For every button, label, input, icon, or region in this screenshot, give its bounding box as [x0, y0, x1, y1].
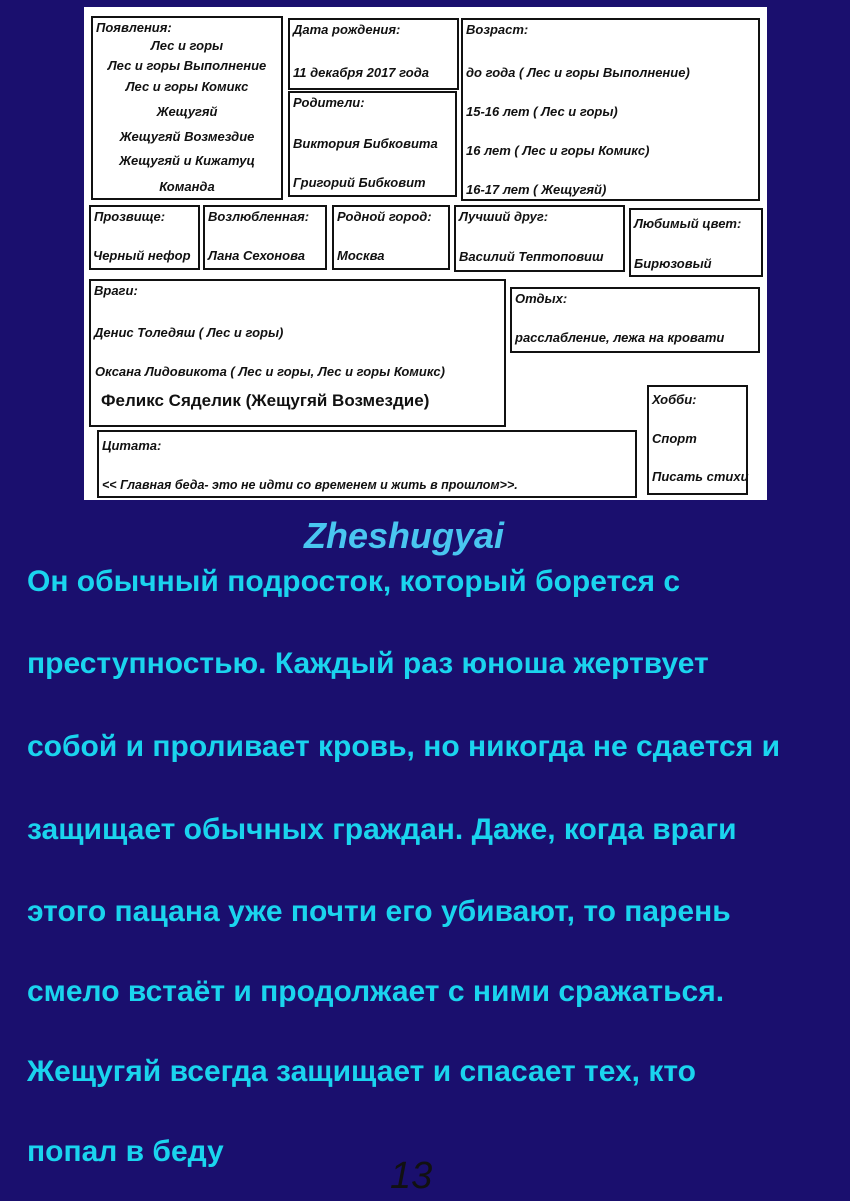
parent-name: Григорий Бибковит [293, 175, 426, 190]
description-line: Он обычный подросток, который борется с [27, 565, 681, 598]
enemies-label: Враги: [94, 283, 138, 298]
parents-box [288, 91, 457, 197]
rest-label: Отдых: [515, 291, 568, 306]
appearance-item: Жещугяй [156, 104, 218, 119]
rest-value: расслабление, лежа на кровати [515, 330, 725, 345]
age-box [461, 18, 760, 201]
character-name: Zheshugyai [303, 515, 505, 556]
beloved-value: Лана Сехонова [208, 248, 306, 263]
description-line: попал в беду [27, 1135, 224, 1168]
favorite-color-box [629, 208, 763, 277]
favorite-color-value: Бирюзовый [634, 256, 712, 271]
quote-text: << Главная беда- это не идти со временем и жить в прошлом>>. [102, 478, 518, 492]
hometown-label: Родной город: [337, 209, 432, 224]
beloved-box [203, 205, 327, 270]
hobby-box [647, 385, 748, 495]
hobby-value: Спорт [652, 431, 697, 446]
enemy-name: Денис Толедяш ( Лес и горы) [94, 325, 284, 340]
character-card [84, 7, 767, 500]
appearance-item: Лес и горы Выполнение [107, 58, 267, 73]
appearance-item: Лес и горы [150, 38, 224, 53]
appearances-box [91, 16, 283, 200]
birth-date-box [288, 18, 459, 90]
birth-date-value: 11 декабря 2017 года [293, 65, 429, 80]
appearance-item: Лес и горы Комикс [125, 79, 249, 94]
appearance-item: Команда [159, 179, 215, 194]
appearances-label: Появления: [96, 20, 172, 35]
description-line: преступностью. Каждый раз юноша жертвует [27, 647, 709, 680]
parent-name: Виктория Бибковита [293, 136, 438, 151]
rest-box [510, 287, 760, 353]
best-friend-box [454, 205, 625, 272]
description-line: этого пацана уже почти его убивают, то парень [27, 895, 731, 928]
parents-label: Родители: [293, 95, 365, 110]
description-line: собой и проливает кровь, но никогда не сдается и [27, 730, 781, 763]
age-value: 16 лет ( Лес и горы Комикс) [466, 143, 650, 158]
description-line: смело встаёт и продолжает с ними сражаться. [27, 975, 725, 1008]
appearance-item: Жещугяй и Кижатуц [119, 153, 255, 168]
age-value: 16-17 лет ( Жещугяй) [466, 182, 607, 197]
age-value: до года ( Лес и горы Выполнение) [466, 65, 690, 80]
birth-date-label: Дата рождения: [293, 22, 401, 37]
page-number: 13 [390, 1155, 433, 1197]
quote-label: Цитата: [102, 438, 162, 453]
hobby-value: Писать стихи [652, 469, 749, 484]
age-value: 15-16 лет ( Лес и горы) [466, 104, 618, 119]
hobby-label: Хобби: [652, 392, 697, 407]
favorite-color-label: Любимый цвет: [634, 216, 742, 231]
best-friend-value: Василий Тептоповиш [459, 249, 604, 264]
best-friend-label: Лучший друг: [459, 209, 549, 224]
enemy-name: Феликс Сяделик (Жещугяй Возмездие) [101, 391, 430, 410]
enemy-name: Оксана Лидовикота ( Лес и горы, Лес и горы Комикс) [95, 364, 445, 379]
hometown-box [332, 205, 450, 270]
appearance-item: Жещугяй Возмездие [119, 129, 255, 144]
hometown-value: Москва [337, 248, 385, 263]
quote-box [97, 430, 637, 498]
description-line: защищает обычных граждан. Даже, когда враги [27, 813, 737, 846]
enemies-box [89, 279, 506, 427]
age-label: Возраст: [466, 22, 529, 37]
nickname-value: Черный нефор [93, 248, 191, 263]
description-line: Жещугяй всегда защищает и спасает тех, кто [27, 1055, 696, 1088]
nickname-box [89, 205, 200, 270]
beloved-label: Возлюбленная: [208, 209, 310, 224]
nickname-label: Прозвище: [94, 209, 166, 224]
